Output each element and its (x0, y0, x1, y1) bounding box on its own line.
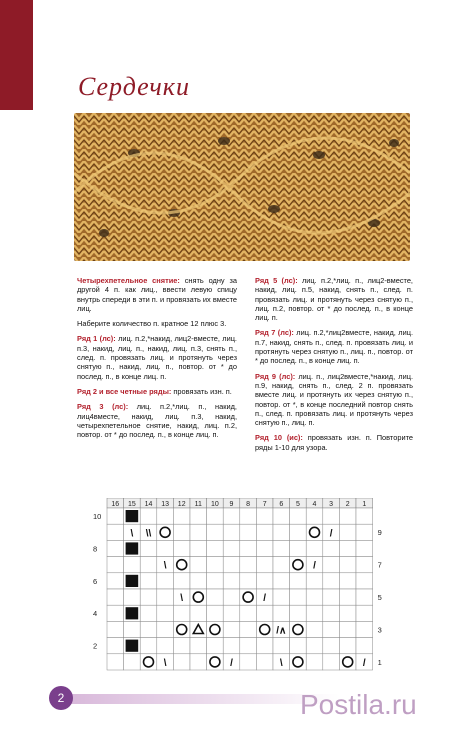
stitch-symbol: \ (163, 657, 167, 669)
grid-cell (223, 589, 240, 605)
grid-cell (356, 638, 373, 654)
grid-cell (173, 540, 190, 556)
page-title: Сердечки (78, 72, 190, 101)
stitch-symbol: / (362, 657, 366, 669)
col-label: 2 (345, 501, 350, 508)
grid-cell (240, 508, 257, 524)
grid-cell (190, 638, 207, 654)
grid-cell (356, 573, 373, 589)
grid-cell (207, 573, 224, 589)
grid-cell (323, 621, 340, 637)
grid-cell (356, 621, 373, 637)
stitch-symbol: / (313, 560, 316, 572)
corner-block (0, 0, 33, 110)
row-label-left: 6 (93, 576, 98, 586)
stitch-symbol: /∧ (276, 625, 287, 637)
grid-cell (157, 621, 174, 637)
grid-cell (273, 508, 290, 524)
grid-cell (356, 589, 373, 605)
instr-para-0: Четырехпетельное снятие: снять одну за другой 4 п. как лиц., ввести левую спицу внутрь спереди в эти п. и провязать их вместе лиц. (77, 276, 237, 313)
blocked-cell (126, 510, 139, 522)
col-label: 10 (211, 501, 219, 508)
grid-cell (339, 589, 356, 605)
grid-cell (273, 573, 290, 589)
grid-cell (339, 573, 356, 589)
instr-para-5: Ряд 5 (лс): лиц. п.2,*лиц. п., лиц2-вместе, накид, лиц. п.5, накид, снять п., след. п. провязать лиц. и протянуть через снятую п., лиц. п.2, повтор. от * до послед. п., в конце лиц. п. (255, 276, 413, 323)
grid-cell (323, 540, 340, 556)
grid-cell (107, 524, 124, 540)
grid-cell (290, 589, 307, 605)
grid-cell (240, 654, 257, 670)
grid-cell (256, 605, 273, 621)
grid-cell (173, 654, 190, 670)
grid-cell (323, 508, 340, 524)
grid-cell (140, 621, 157, 637)
col-label: 4 (312, 501, 317, 508)
grid-cell (107, 638, 124, 654)
grid-cell (223, 524, 240, 540)
grid-cell (157, 508, 174, 524)
grid-cell (207, 605, 224, 621)
stitch-symbol: / (263, 593, 267, 605)
grid-cell (223, 540, 240, 556)
grid-cell (323, 638, 340, 654)
knit-photo (74, 113, 410, 261)
grid-cell (223, 573, 240, 589)
grid-cell (240, 621, 257, 637)
grid-cell (290, 524, 307, 540)
instr-para-7: Ряд 9 (лс): лиц. п., лиц2вместе,*накид, лиц. п.9, накид, снять п., след. 2 п. провязать вместе лиц. и протянуть их через снятую п., повтор. от *, в конце последний повтор снять п., след. п. провязать лиц. и протянуть через снятую п., лиц. п. (255, 371, 413, 428)
grid-cell (157, 605, 174, 621)
grid-cell (173, 638, 190, 654)
col-label: 1 (362, 501, 367, 508)
grid-cell (223, 508, 240, 524)
col-label: 12 (177, 501, 186, 508)
instr-para-4: Ряд 3 (лс): лиц. п.2,*лиц. п., накид, лиц4вместе, накид, лиц. п.3, накид, четырехпетельное снятие, накид, лиц. п.2, повтор. от * до послед. п., в конце лиц. п. (77, 402, 237, 440)
grid-cell (157, 589, 174, 605)
stitch-symbol: \ (180, 593, 184, 605)
left-instructions (77, 276, 237, 445)
grid-cell (290, 573, 307, 589)
grid-cell (207, 540, 224, 556)
grid-cell (173, 524, 190, 540)
grid-cell (273, 540, 290, 556)
grid-cell (140, 605, 157, 621)
col-label: 11 (194, 501, 202, 508)
row-label-left: 10 (93, 512, 102, 521)
grid-cell (190, 557, 207, 573)
grid-cell (240, 540, 257, 556)
grid-cell (323, 589, 340, 605)
grid-cell (157, 540, 174, 556)
grid-cell (107, 557, 124, 573)
grid-cell (306, 638, 323, 654)
instr-para-8: Ряд 10 (ис): провязать изн. п. Повторите ряды 1-10 для узора. (255, 433, 413, 452)
grid-cell (107, 508, 124, 524)
grid-cell (240, 605, 257, 621)
grid-cell (273, 638, 290, 654)
grid-cell (356, 508, 373, 524)
grid-cell (240, 573, 257, 589)
grid-cell (107, 589, 124, 605)
grid-cell (190, 540, 207, 556)
col-label: 6 (279, 501, 284, 508)
row-label-right: 1 (377, 657, 382, 667)
grid-cell (273, 524, 290, 540)
grid-cell (190, 524, 207, 540)
knitting-chart (91, 498, 409, 677)
grid-cell (356, 605, 373, 621)
grid-cell (356, 524, 373, 540)
grid-cell (323, 605, 340, 621)
grid-cell (124, 589, 141, 605)
col-label: 7 (262, 501, 267, 508)
grid-cell (339, 605, 356, 621)
grid-cell (339, 557, 356, 573)
grid-cell (256, 524, 273, 540)
grid-cell (306, 573, 323, 589)
knitting-chart-svg (91, 498, 409, 672)
grid-cell (124, 621, 141, 637)
grid-cell (173, 573, 190, 589)
grid-cell (339, 524, 356, 540)
grid-cell (140, 508, 157, 524)
stitch-symbol: \ (279, 657, 283, 669)
grid-cell (256, 557, 273, 573)
grid-cell (207, 589, 224, 605)
grid-cell (290, 508, 307, 524)
grid-cell (323, 573, 340, 589)
grid-cell (306, 589, 323, 605)
grid-cell (290, 638, 307, 654)
instr-para-3: Ряд 2 и все четные ряды: провязать изн. п. (77, 386, 232, 396)
grid-cell (273, 589, 290, 605)
grid-cell (107, 654, 124, 670)
row-label-left: 4 (93, 609, 98, 619)
col-label: 5 (295, 501, 300, 508)
grid-cell (306, 621, 323, 637)
col-label: 16 (111, 501, 120, 508)
col-label: 3 (329, 501, 334, 508)
grid-cell (306, 605, 323, 621)
grid-cell (306, 540, 323, 556)
grid-cell (140, 540, 157, 556)
stitch-symbol: / (230, 657, 233, 669)
stitch-symbol: \\ (145, 528, 152, 540)
grid-cell (140, 589, 157, 605)
grid-cell (306, 654, 323, 670)
grid-cell (157, 638, 174, 654)
grid-cell (173, 508, 190, 524)
col-label: 13 (161, 501, 169, 508)
grid-cell (339, 638, 356, 654)
grid-cell (124, 654, 141, 670)
footer-label: Postila.ru (300, 689, 417, 720)
instr-para-6: Ряд 7 (лс): лиц. п.2,*лиц2вместе, накид, лиц. п.7, накид, снять п., след. п. провязать лиц. и протянуть через снятую п., лиц. п., повтор. от * до послед. п., в конце лиц. п. (255, 328, 413, 366)
grid-cell (107, 540, 124, 556)
grid-cell (207, 557, 224, 573)
grid-cell (190, 573, 207, 589)
col-label: 8 (246, 501, 251, 508)
grid-cell (190, 508, 207, 524)
grid-cell (339, 621, 356, 637)
grid-cell (207, 508, 224, 524)
row-label-right: 7 (377, 560, 382, 570)
grid-cell (107, 573, 124, 589)
grid-cell (240, 638, 257, 654)
instr-para-1: Наберите количество п. кратное 12 плюс 3. (77, 319, 227, 329)
grid-cell (356, 540, 373, 556)
row-label-right: 9 (377, 528, 382, 538)
stitch-symbol: \ (163, 560, 167, 572)
grid-cell (140, 638, 157, 654)
grid-cell (157, 573, 174, 589)
row-label-left: 2 (93, 641, 98, 651)
page-number: 2 (49, 686, 73, 710)
col-label: 14 (144, 501, 153, 508)
grid-cell (124, 557, 141, 573)
col-label: 9 (229, 501, 234, 508)
blocked-cell (126, 607, 139, 619)
blocked-cell (126, 575, 139, 587)
grid-cell (240, 557, 257, 573)
blocked-cell (126, 640, 139, 652)
grid-cell (323, 654, 340, 670)
instr-para-2: Ряд 1 (лс): лиц. п.2,*накид, лиц2-вместе, лиц. п.3, накид, лиц. п., накид, лиц. п.3, снять п., след. п. провязать лиц. и протянуть через снятую п., накид, лиц. п., повтор. от * до послед. п., в конце лиц. п. (77, 334, 237, 381)
blocked-cell (126, 542, 139, 554)
grid-cell (223, 621, 240, 637)
grid-cell (173, 605, 190, 621)
grid-cell (256, 540, 273, 556)
grid-cell (256, 508, 273, 524)
grid-cell (256, 573, 273, 589)
grid-cell (273, 557, 290, 573)
col-label: 15 (128, 501, 136, 508)
row-label-right: 5 (377, 593, 382, 602)
grid-cell (207, 638, 224, 654)
row-label-left: 8 (93, 544, 98, 554)
grid-cell (107, 605, 124, 621)
grid-cell (240, 524, 257, 540)
grid-cell (140, 557, 157, 573)
grid-cell (323, 557, 340, 573)
grid-cell (290, 540, 307, 556)
grid-cell (339, 508, 356, 524)
right-instructions (255, 276, 413, 458)
grid-cell (107, 621, 124, 637)
stitch-symbol: / (329, 528, 333, 540)
grid-cell (190, 605, 207, 621)
grid-cell (190, 654, 207, 670)
grid-cell (223, 605, 240, 621)
grid-cell (223, 557, 240, 573)
stitch-symbol: \ (130, 528, 134, 540)
grid-cell (273, 605, 290, 621)
grid-cell (140, 573, 157, 589)
grid-cell (306, 508, 323, 524)
grid-cell (207, 524, 224, 540)
grid-cell (356, 557, 373, 573)
grid-cell (256, 638, 273, 654)
grid-cell (339, 540, 356, 556)
grid-cell (256, 654, 273, 670)
grid-cell (223, 638, 240, 654)
grid-cell (290, 605, 307, 621)
row-label-right: 3 (377, 625, 382, 635)
